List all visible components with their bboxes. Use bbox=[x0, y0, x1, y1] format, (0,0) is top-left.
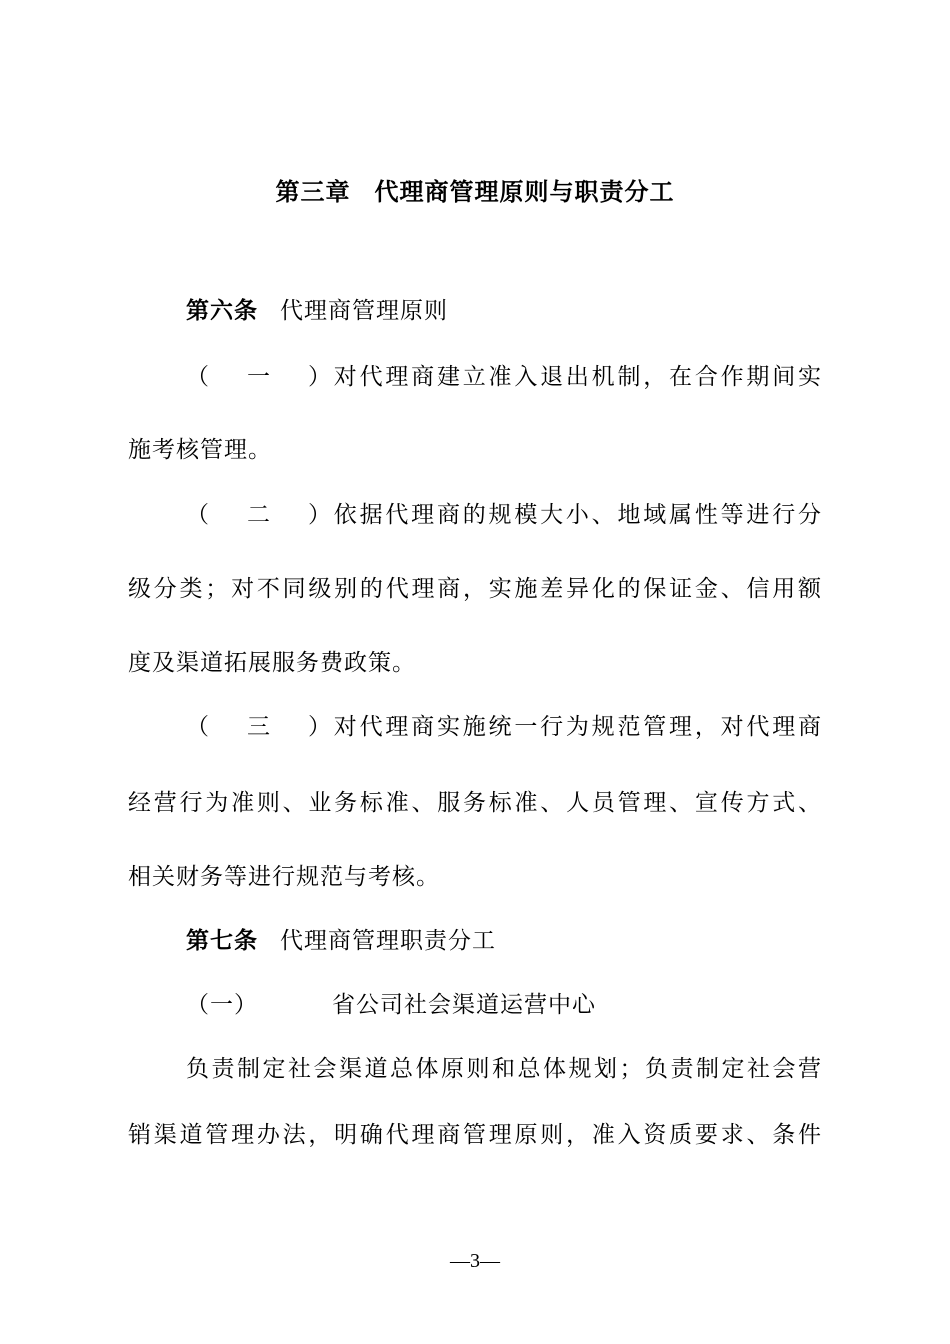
article-6-heading bbox=[186, 296, 448, 326]
article-7-para-line-2: 销渠道管理办法，明确代理商管理原则，准入资质要求、条件 bbox=[128, 1122, 822, 1148]
item-number: （三） bbox=[186, 714, 332, 740]
article-6-item-1-line-2: 施考核管理。 bbox=[128, 437, 272, 463]
item-number: （二） bbox=[186, 502, 332, 528]
article-6-item-2-line-1 bbox=[186, 500, 822, 530]
chapter-name: 代理商管理原则与职责分工 bbox=[374, 177, 675, 206]
article-6-label: 第六条 bbox=[186, 297, 258, 324]
article-6-item-2-line-2: 级分类；对不同级别的代理商，实施差异化的保证金、信用额 bbox=[128, 576, 822, 602]
page-number: —3— bbox=[450, 1250, 500, 1272]
item-number: （一） bbox=[186, 992, 258, 1018]
chapter-number: 第三章 bbox=[275, 177, 351, 206]
article-6-item-2-line-3: 度及渠道拓展服务费政策。 bbox=[128, 650, 416, 676]
article-6-item-3-line-2: 经营行为准则、业务标准、服务标准、人员管理、宣传方式、 bbox=[128, 790, 822, 816]
item-number: （一） bbox=[186, 364, 332, 390]
chapter-title bbox=[0, 176, 950, 208]
item-text: 依据代理商的规模大小、地域属性等进行分 bbox=[332, 502, 822, 528]
article-6-item-1-line-1 bbox=[186, 362, 822, 392]
item-text: 对代理商实施统一行为规范管理，对代理商 bbox=[332, 714, 822, 740]
article-7-item-1 bbox=[186, 990, 822, 1020]
article-7-title: 代理商管理职责分工 bbox=[280, 928, 496, 954]
article-6-item-3-line-3: 相关财务等进行规范与考核。 bbox=[128, 864, 440, 890]
article-6-title: 代理商管理原则 bbox=[280, 298, 448, 324]
article-7-para-line-1: 负责制定社会渠道总体原则和总体规划；负责制定社会营 bbox=[186, 1056, 822, 1082]
article-7-heading bbox=[186, 926, 496, 956]
article-6-item-3-line-1 bbox=[186, 712, 822, 742]
item-text: 对代理商建立准入退出机制，在合作期间实 bbox=[332, 364, 822, 390]
article-7-label: 第七条 bbox=[186, 927, 258, 954]
item-heading: 省公司社会渠道运营中心 bbox=[332, 992, 596, 1018]
